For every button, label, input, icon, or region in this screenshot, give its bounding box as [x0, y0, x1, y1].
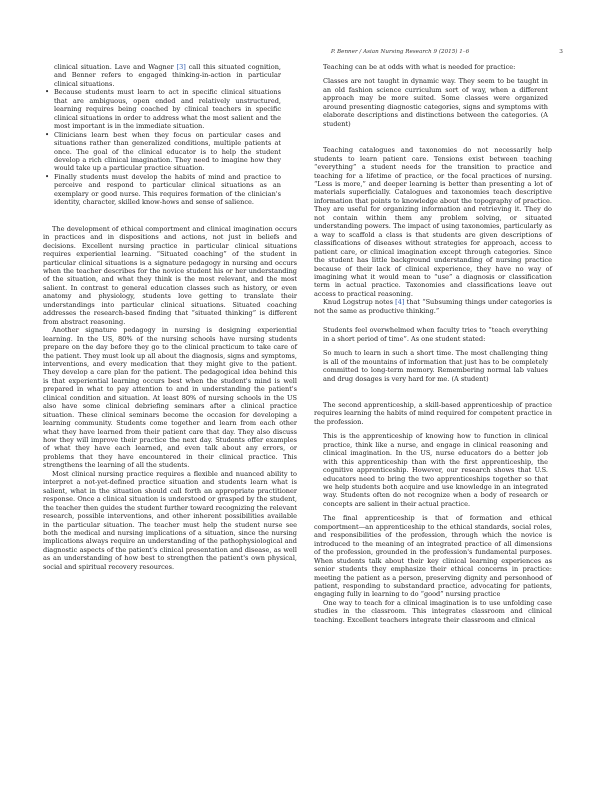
body-paragraph: Most clinical nursing practice requires a flexible and nuanced ability to interpret a not-yet-defined practice situation and students learn what is salient, what in the situation should call forth an appropriate practitioner response. Once a clinical situation is understood or grasped by the student, the teacher then guides the student further toward recognizing the relevant research, possible interventions, and other inherent possibilities available in the particular situation. The teacher must help the student nurse see both the medical and nursing implications of a situation, since the nursing implications always require an understanding of the pathophysiological and diagnostic aspects of the patient's clinical presentation and disease, as well as an understanding of how best to strengthen the patient's own physical, social and spiritual recovery resources.	[43, 469, 297, 571]
body-paragraph: Another signature pedagogy in nursing is designing experiential learning. In the US, 80% of the nursing schools have nursing students prepare on the day before they go to the clinical practicum to take care of the patient. They must look up all about the diagnosis, signs and symptoms, interventions, and every medication that they might give to the patient. They develop a care plan for the patient. The pedagogical idea behind this is that experiential learning occurs best when the student's mind is well prepared in what to pay attention to and in understanding the patient's clinical condition and situation. At least 80% of nursing schools in the US also have some clinical debriefing seminars after a clinical practice situation. These clinical seminars become the occasion for developing a learning community. Students come together and learn from each other what they have learned from their patient care that day. They also discuss how they will improve their practice the next day. Students offer examples of what they have each learned, and even talk about any errors, or problems that they have encountered in their clinical practice. This strengthens the learning of all the students.	[43, 326, 297, 470]
citation-link[interactable]: [4]	[395, 298, 405, 307]
continued-paragraph: clinical situation. Lave and Wagner [3] call this situated cognition, and Benner refers to engaged thinking-in-action in particular clinical situations.	[54, 63, 282, 88]
block-quote: So much to learn in such a short time. The most challenging thing is all of the mountains of information that just has to be completely committed to long-term memory. Remembering normal lab values and drug dosages is very hard for me. (A student)	[323, 349, 548, 383]
running-header: P. Benner / Asian Nursing Research 9 (2015) 1–6	[330, 49, 470, 55]
citation-link[interactable]: [3]	[176, 63, 186, 71]
body-paragraph: One way to teach for a clinical imagination is to use unfolding case studies in the classroom. This integrates classroom and clinical teaching. Excellent teachers integrate their classroom and clinical	[314, 598, 552, 624]
intro-line: Teaching can be at odds with what is needed for practice:	[323, 63, 516, 71]
body-paragraph: Teaching catalogues and taxonomies do not necessarily help students to learn patient care. Tensions exist between teaching “everything” a student needs for the transition to practice and teaching for a lifetime of practice, or the focal practices of nursing. “Less is more,” and deeper learning is better than presenting a lot of materials superficially. Catalogues and taxonomies teach descriptive information that points to knowledge about the topography of practice. They are useful for organizing information and retrieving it. They do not contain within them any problem solving, or situated understanding powers. The impact of using taxonomies, particularly as a way to scaffold a class is that students are given descriptions of classifications of diseases without strategies for approach, access to patient care, or clinical imagination except through categories. Since the student has little background understanding of nursing practice because of their lack of clinical experience, they have no way of imagining what it would mean to “use” a diagnosis or classification term in actual practice. Taxonomies and classifications leave out access to practical reasoning.	[314, 146, 552, 298]
bullet-item: • Clinicians learn best when they focus on particular cases and situations rather than generalized conditions, multiple patients at once. The goal of the clinical educator is to help the student develop a rich clinical imagination. They need to imagine how they would take up a particular practice situation.	[43, 131, 297, 173]
bullet-item: • Because students must learn to act in specific clinical situations that are ambiguous, open ended and relatively unstructured, learning requires being coached by clinical teachers in specific clinical situations in order to address what the most salient and the most important is in the immediate situation.	[43, 88, 297, 130]
body-paragraph: The second apprenticeship, a skill-based apprenticeship of practice requires learning the habits of mind required for competent practice in the profession.	[314, 400, 552, 426]
block-quote: Classes are not taught in dynamic way. They seem to be taught in an old fashion science curriculum sort of way, when a different approach may be more suited. Some classes were organized around presenting diagnostic categories, signs and symptoms with elaborate descriptions and distinctions between the categories. (A student)	[323, 77, 548, 128]
bullet-list	[43, 88, 297, 206]
bullet-item: • Finally students must develop the habits of mind and practice to perceive and respond to particular clinical situations as an exemplary or good nurse. This requires formation of the clinician's identity, character, skilled know-hows and sense of salience.	[43, 173, 297, 207]
right-column	[314, 63, 552, 624]
block-quote: This is the apprenticeship of knowing how to function in clinical practice, think like a nurse, and engage in clinical reasoning and clinical imagination. In the US, nurse educators do a better job with this apprenticeship than with the first apprenticeship, the cognitive apprenticeship. However, our research shows that U.S. educators need to bring the two apprenticeships together so that we help students both acquire and use knowledge in an integrated way. Students often do not recognize when a body of research or concepts are salient in their actual practice.	[323, 432, 548, 508]
left-column	[43, 63, 297, 571]
quote-intro: Students feel overwhelmed when faculty tries to “teach everything in a short period of time”. As one student stated:	[323, 326, 548, 343]
body-paragraph: The final apprenticeship is that of formation and ethical comportment—an apprenticeship to the ethical standards, social roles, and responsibilities of the profession, through which the novice is introduced to the meaning of an integrated practice of all dimensions of the profession, grounded in the profession's fundamental purposes. When students talk about their key clinical learning experiences as senior students they emphasize their ethical concerns in practice: meeting the patient as a person, preserving dignity and personhood of patient, responding to substandard practice, advocating for patients, engaging fully in learning to do “good” nursing practice	[314, 514, 552, 599]
page-number: 3	[559, 49, 563, 55]
body-paragraph: The development of ethical comportment and clinical imagination occurs in practices and in dispositions and actions, not just in beliefs and decisions. Excellent nursing practice in particular clinical situations requires experiential learning. “Situated coaching” of the student in particular clinical situations is a signature pedagogy in nursing and occurs when the teacher describes for the novice student his or her understanding of the situation, and what they think is the most relevant, and the most salient. In contrast to general education classes such as history, or even anatomy and physiology, students love getting to translate their understandings into particular clinical situations. Situated coaching addresses the research-based finding that “situated thinking” is different from abstract reasoning.	[43, 224, 297, 326]
body-paragraph: Knud Logstrup notes [4] that “Subsuming things under categories is not the same as productive thinking.”	[314, 298, 552, 315]
